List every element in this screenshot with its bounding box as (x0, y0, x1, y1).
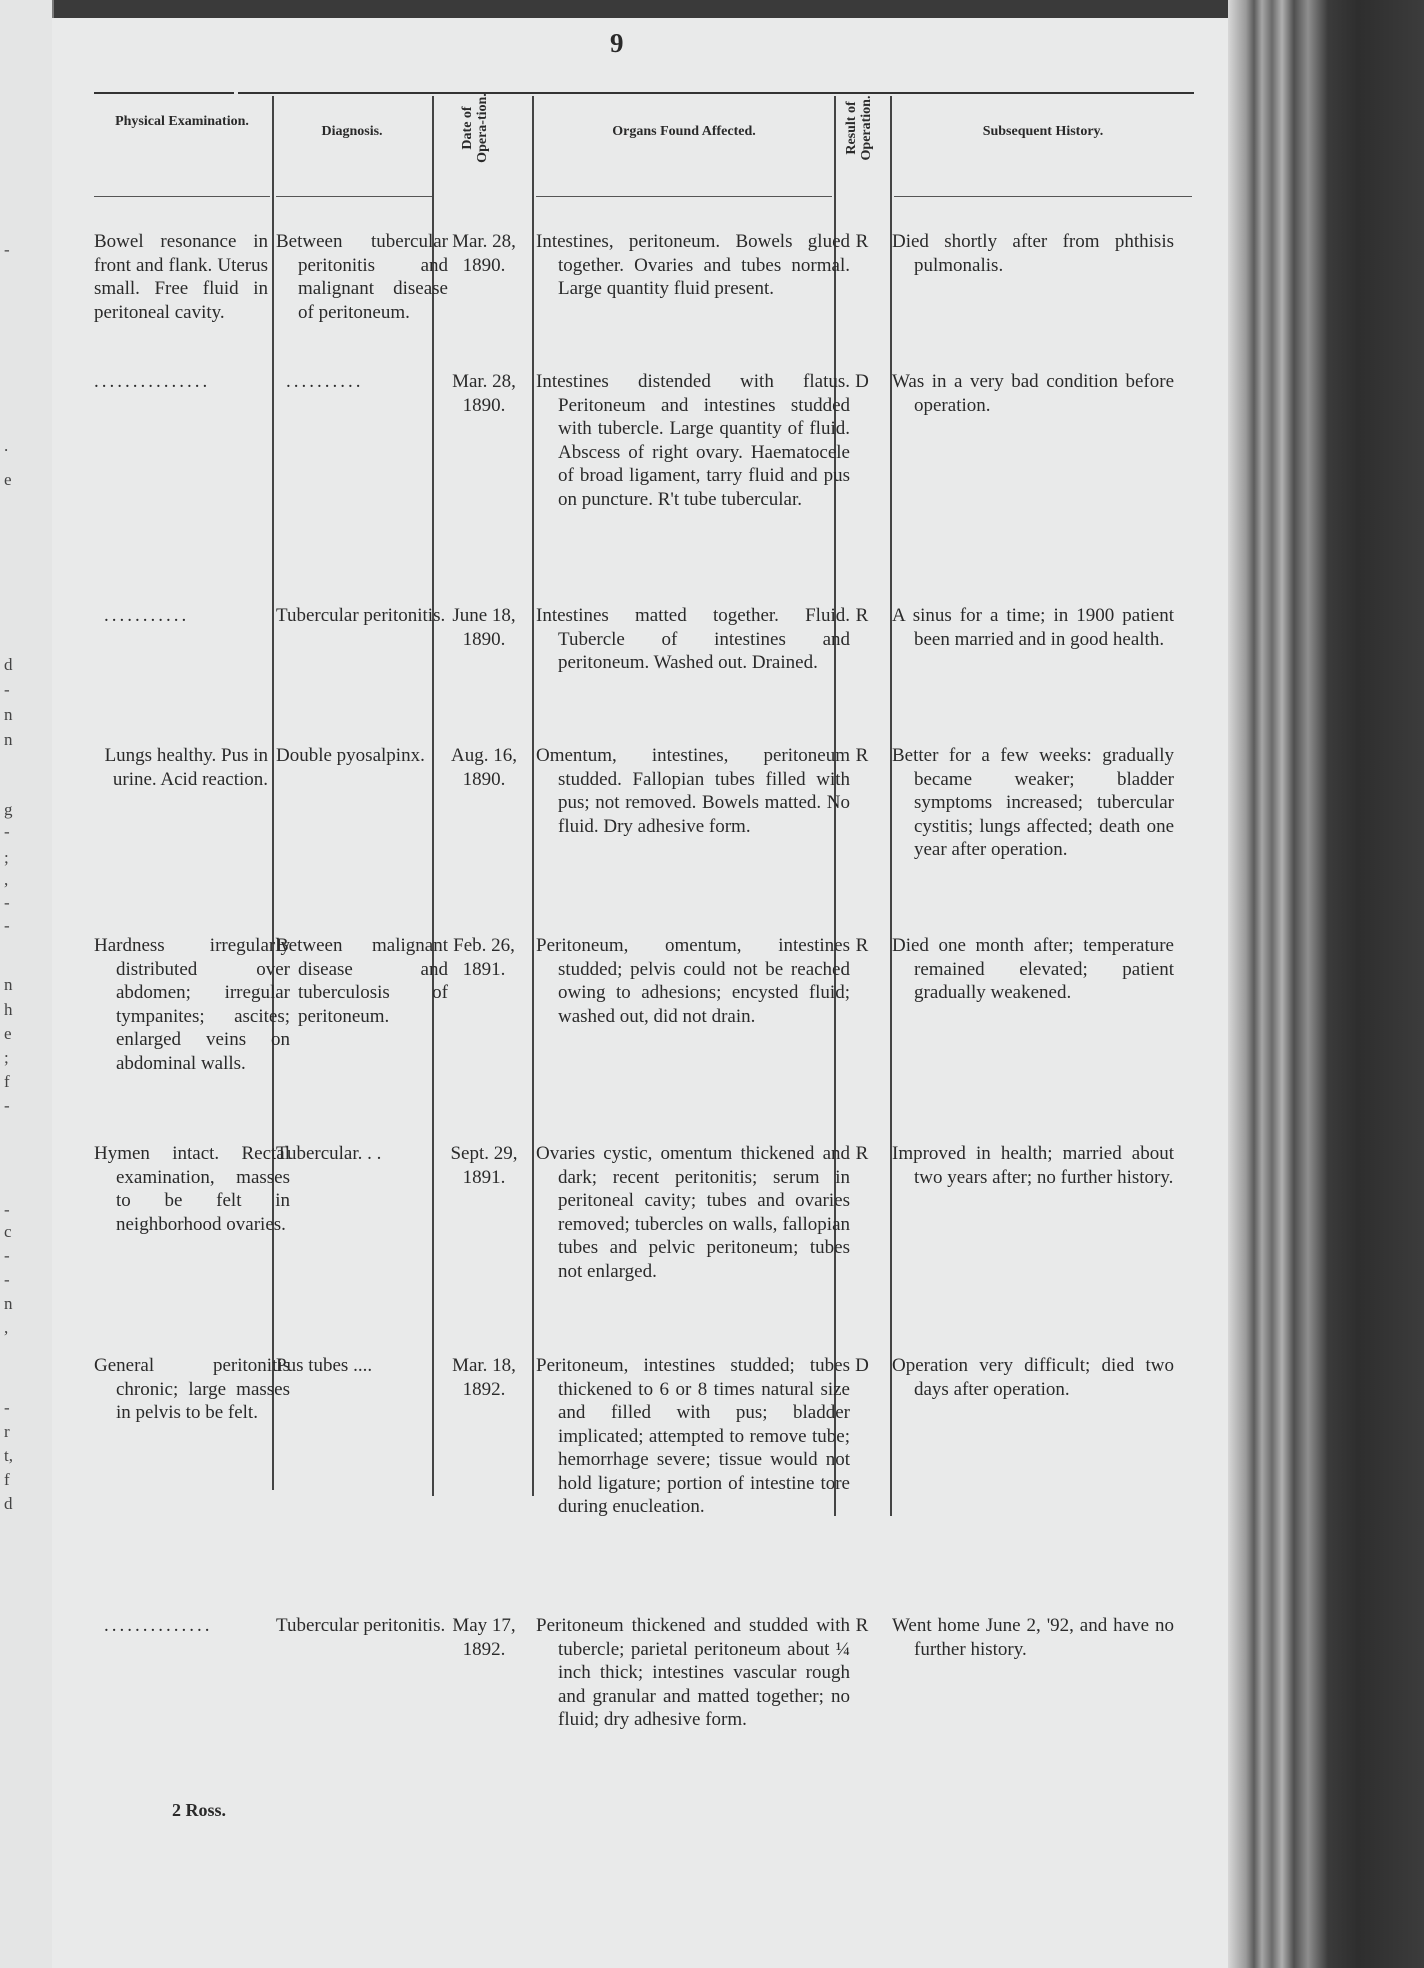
top-rule-left (94, 92, 234, 94)
row-4-diagnosis: Double pyosalpinx. (276, 745, 425, 766)
row-7-physical-examination: General peritonitis chronic; large masses in pelvis to be felt. (94, 1355, 290, 1423)
row-7-diagnosis: Pus tubes .... (276, 1355, 373, 1376)
row-5-physical-examination: Hardness irregularly distributed over abdomen; irregular tympanites; ascites; enlarged veins on abdominal walls. (94, 935, 290, 1074)
row-8-physical-examination: .............. (104, 1615, 213, 1636)
column-divider (532, 96, 534, 1496)
header-rule (536, 196, 832, 197)
row-6-date: Sept. 29, 1891. (450, 1143, 518, 1188)
row-5-diagnosis: Between malignant disease and tuberculosis of peritoneum. (276, 935, 448, 1027)
header-rule (276, 196, 432, 197)
header-rule (94, 196, 270, 197)
row-8-date: May 17, 1892. (452, 1615, 516, 1660)
header-subsequent-history: Subsequent History. (982, 124, 1104, 139)
row-1-organs: Intestines, peritoneum. Bowels glued together. Ovaries and tubes normal. Large quantity fluid present. (536, 231, 850, 299)
top-rule (238, 92, 1194, 94)
row-3-result: R (855, 605, 869, 626)
document-page (52, 18, 1228, 1968)
row-2-history: Was in a very bad condition before operation. (892, 371, 1174, 416)
row-7-date: Mar. 18, 1892. (452, 1355, 516, 1400)
row-3-diagnosis: Tubercular peritonitis. (276, 605, 446, 626)
row-8-result: R (855, 1615, 869, 1636)
row-1-physical-examination: Bowel resonance in front and flank. Uterus small. Free fluid in peritoneal cavity. (94, 231, 268, 323)
row-6-history: Improved in health; married about two years after; no further history. (892, 1143, 1174, 1188)
previous-page-edge: - . e d - n n g - ; , - - n h e ; f - - c - - n , - r t, f d (0, 0, 54, 1968)
row-7-history: Operation very difficult; died two days after operation. (892, 1355, 1174, 1400)
row-6-diagnosis: Tubercular. . . (276, 1143, 382, 1164)
row-2-result: D (855, 371, 869, 392)
row-4-history: Better for a few weeks: gradually became weaker; bladder symptoms increased; tubercular cystitis; lungs affected; death one year after operation. (892, 745, 1174, 860)
page-number: 9 (610, 28, 624, 58)
row-1-result: R (855, 231, 869, 252)
row-6-physical-examination: Hymen intact. Rectal examination, masses to be felt in neighborhood ovaries. (94, 1143, 290, 1235)
row-6-organs: Ovaries cystic, omentum thickened and dark; recent peritonitis; serum in peritoneal cavity; tubes and ovaries removed; tubercles on walls, fallopian tubes and pelvic peritoneum; tubes not enlarged. (536, 1143, 850, 1282)
row-2-diagnosis: .......... (286, 371, 364, 392)
row-6-result: R (855, 1143, 869, 1164)
row-5-history: Died one month after; temperature remained elevated; patient gradually weakened. (892, 935, 1174, 1003)
header-date-of-operation: Date of Opera-tion. (460, 93, 490, 163)
header-diagnosis: Diagnosis. (321, 124, 383, 139)
signature-mark: 2 Ross. (172, 1800, 227, 1820)
header-result-of-operation: Result of Operation. (844, 95, 874, 161)
row-8-organs: Peritoneum thickened and studded with tubercle; parietal peritoneum about ¼ inch thick; intestines vascular rough and granular and matted together; no fluid; dry adhesive form. (536, 1615, 850, 1730)
row-3-date: June 18, 1890. (452, 605, 516, 650)
row-8-history: Went home June 2, '92, and have no further history. (892, 1615, 1174, 1660)
row-5-organs: Peritoneum, omentum, intestines studded; pelvis could not be reached owing to adhesions; encysted fluid; washed out, did not drain. (536, 935, 850, 1027)
row-4-result: R (855, 745, 869, 766)
row-4-physical-examination: Lungs healthy. Pus in urine. Acid reaction. (104, 745, 268, 790)
row-3-organs: Intestines matted together. Fluid. Tubercle of intestines and peritoneum. Washed out. Drained. (536, 605, 850, 673)
row-2-date: Mar. 28, 1890. (452, 371, 516, 416)
row-1-date: Mar. 28, 1890. (452, 231, 516, 276)
column-divider (272, 96, 274, 1490)
row-3-physical-examination: ........... (104, 605, 190, 626)
row-1-diagnosis: Between tubercular peritonitis and malignant disease of peritoneum. (276, 231, 448, 323)
header-organs-found-affected: Organs Found Affected. (612, 124, 756, 139)
header-rule (894, 196, 1192, 197)
header-physical-examination: Physical Examination. (115, 114, 249, 129)
row-5-date: Feb. 26, 1891. (453, 935, 515, 980)
row-7-organs: Peritoneum, intestines studded; tubes thickened to 6 or 8 times natural size and filled with pus; bladder implicated; attempted to remove tube; hemorrhage severe; tissue would not hold ligature; portion of intestine tore during enucleation. (536, 1355, 850, 1517)
row-5-result: R (855, 935, 869, 956)
row-8-diagnosis: Tubercular peritonitis. (276, 1615, 446, 1636)
row-1-history: Died shortly after from phthisis pulmonalis. (892, 231, 1174, 276)
row-4-organs: Omentum, intestines, peritoneum studded. Fallopian tubes filled with pus; not removed. Bowels matted. No fluid. Dry adhesive form. (536, 745, 850, 837)
row-2-physical-examination: ............... (94, 371, 211, 392)
row-2-organs: Intestines distended with flatus. Peritoneum and intestines studded with tubercle. Large quantity of fluid. Abscess of right ovary. Haematocele of broad ligament, tarry fluid and pus on puncture. R't tube tubercular. (536, 371, 850, 510)
row-4-date: Aug. 16, 1890. (451, 745, 517, 790)
row-3-history: A sinus for a time; in 1900 patient been married and in good health. (892, 605, 1174, 650)
book-page-edges (1228, 0, 1424, 1968)
row-7-result: D (855, 1355, 869, 1376)
